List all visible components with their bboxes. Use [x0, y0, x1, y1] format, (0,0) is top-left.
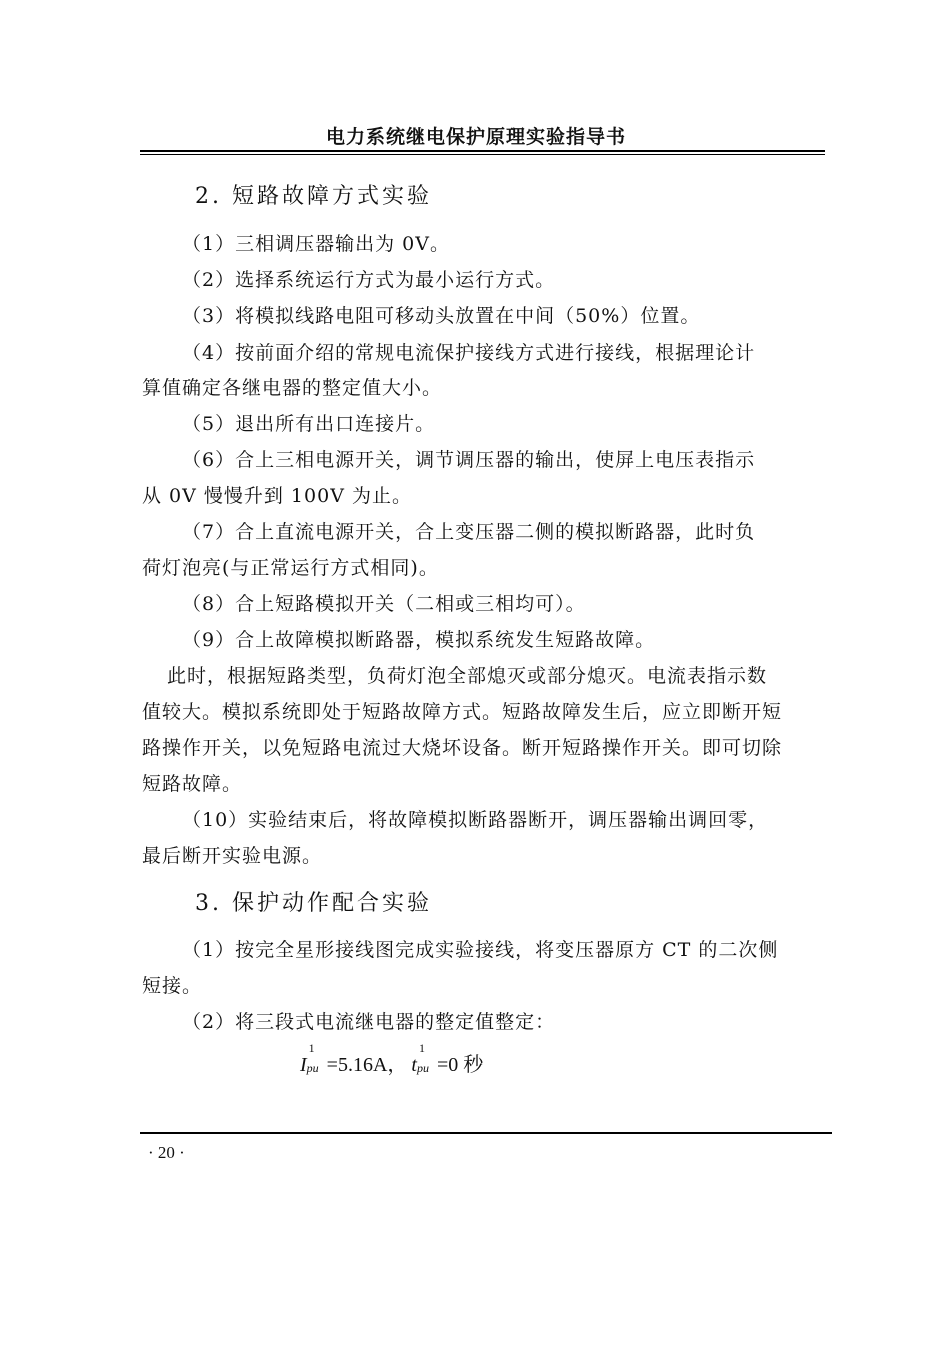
superscript: 1 — [418, 1041, 425, 1055]
paragraph-line: （6）合上三相电源开关，调节调压器的输出，使屏上电压表指示 — [182, 449, 756, 471]
page-number: · 20 · — [148, 1143, 185, 1162]
current-symbol: I — [300, 1054, 307, 1076]
paragraph-line: （2）选择系统运行方式为最小运行方式。 — [182, 269, 556, 291]
time-indices — [416, 1041, 437, 1075]
paragraph-line: 此时，根据短路类型，负荷灯泡全部熄灭或部分熄灭。电流表指示数 — [167, 665, 768, 687]
paragraph-line: （4）按前面介绍的常规电流保护接线方式进行接线，根据理论计 — [182, 342, 756, 364]
paragraph-line: （1）按完全星形接线图完成实验接线，将变压器原方 CT 的二次侧 — [182, 939, 779, 961]
paragraph-line: （7）合上直流电源开关，合上变压器二侧的模拟断路器，此时负 — [182, 521, 756, 543]
footer-rule — [140, 1132, 832, 1134]
paragraph-line: 算值确定各继电器的整定值大小。 — [142, 377, 443, 399]
paragraph-line: 短接。 — [142, 975, 203, 997]
current-value: =5.16A， — [326, 1054, 408, 1076]
paragraph-line: （9）合上故障模拟断路器，模拟系统发生短路故障。 — [182, 629, 656, 651]
paragraph-line: 荷灯泡亮(与正常运行方式相同)。 — [142, 557, 439, 579]
paragraph-line: 短路故障。 — [142, 773, 243, 795]
header-rule-thin — [140, 154, 825, 155]
header-rule — [140, 150, 825, 152]
paragraph-line: 最后断开实验电源。 — [142, 845, 323, 867]
paragraph-line: （1）三相调压器输出为 0V。 — [182, 233, 450, 255]
paragraph-line: 值较大。模拟系统即处于短路故障方式。短路故障发生后，应立即断开短 — [142, 701, 783, 723]
paragraph-line: 从 0V 慢慢升到 100V 为止。 — [142, 485, 412, 507]
subscript: pu — [306, 1061, 319, 1075]
section-3-heading: 3. 保护动作配合实验 — [195, 891, 432, 916]
subscript: pu — [416, 1061, 429, 1075]
time-symbol: t — [411, 1054, 417, 1076]
paragraph-line: （2）将三段式电流继电器的整定值整定： — [182, 1011, 556, 1033]
page-header-title: 电力系统继电保护原理实验指导书 — [325, 126, 626, 148]
paragraph-line: （10）实验结束后，将故障模拟断路器断开，调压器输出调回零， — [182, 809, 769, 831]
paragraph-line: （3）将模拟线路电阻可移动头放置在中间（50%）位置。 — [182, 305, 701, 327]
superscript: 1 — [308, 1041, 315, 1055]
time-value: =0 秒 — [436, 1054, 484, 1076]
paragraph-line: （5）退出所有出口连接片。 — [182, 413, 436, 435]
section-2-heading: 2. 短路故障方式实验 — [195, 184, 432, 209]
current-indices — [306, 1041, 327, 1075]
paragraph-line: （8）合上短路模拟开关（二相或三相均可）。 — [182, 593, 586, 615]
setting-formula — [300, 1041, 484, 1077]
paragraph-line: 路操作开关，以免短路电流过大烧坏设备。断开短路操作开关。即可切除 — [142, 737, 783, 759]
